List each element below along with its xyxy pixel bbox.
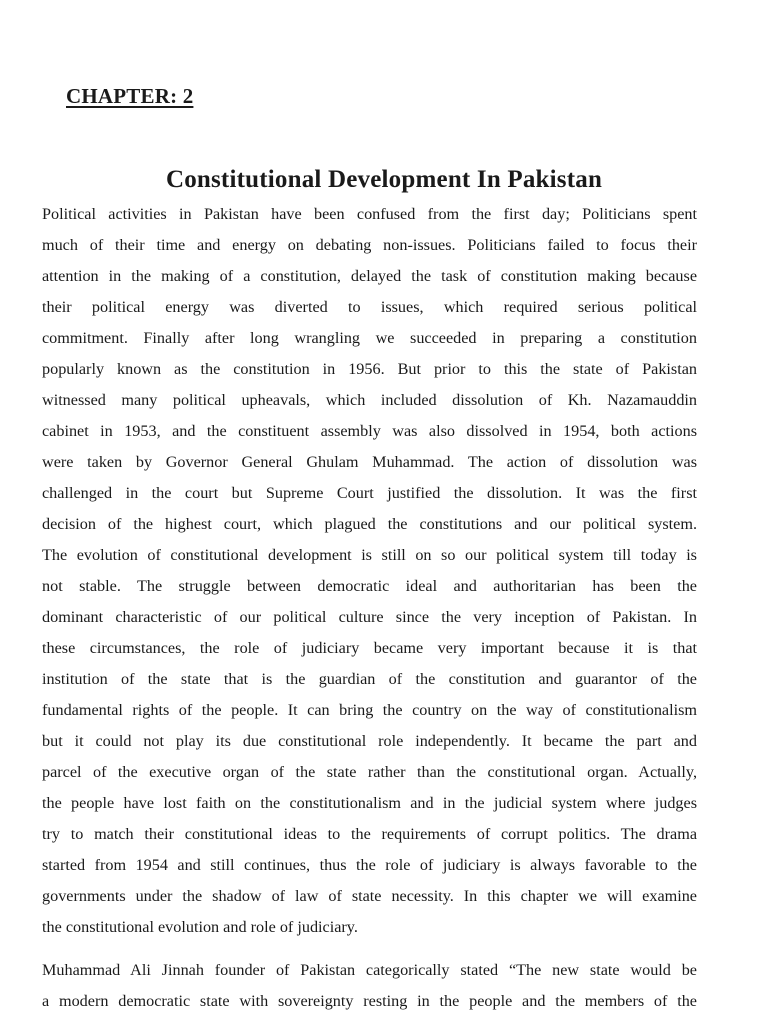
text-line: but it could not play its due constitutional role independently. It became the part and [42, 732, 697, 750]
text-line: started from 1954 and still continues, thus the role of judiciary is always favorable to the [42, 856, 697, 874]
text-line: parcel of the executive organ of the state rather than the constitutional organ. Actually, [42, 763, 697, 781]
text-line: dominant characteristic of our political culture since the very inception of Pakistan. In [42, 608, 697, 626]
paragraph-2 [42, 955, 697, 1017]
text-line: try to match their constitutional ideas to the requirements of corrupt politics. The drama [42, 825, 697, 843]
chapter-heading: CHAPTER: 2 [66, 84, 194, 108]
text-line: governments under the shadow of law of state necessity. In this chapter we will examine [42, 887, 697, 905]
document-title: Constitutional Development In Pakistan [165, 166, 603, 193]
text-line: Muhammad Ali Jinnah founder of Pakistan categorically stated “The new state would be [42, 961, 697, 979]
text-line: fundamental rights of the people. It can bring the country on the way of constitutionalism [42, 701, 697, 719]
text-line: institution of the state that is the guardian of the constitution and guarantor of the [42, 670, 697, 688]
text-line: the people have lost faith on the constitutionalism and in the judicial system where judges [42, 794, 697, 812]
text-line: popularly known as the constitution in 1956. But prior to this the state of Pakistan [42, 360, 697, 378]
text-line: their political energy was diverted to issues, which required serious political [42, 298, 697, 316]
text-line: a modern democratic state with sovereignty resting in the people and the members of the [42, 992, 697, 1010]
paragraph-1 [42, 199, 697, 943]
text-line: were taken by Governor General Ghulam Muhammad. The action of dissolution was [42, 453, 697, 471]
text-line: the constitutional evolution and role of judiciary. [42, 918, 358, 936]
text-line: The evolution of constitutional development is still on so our political system till today is [42, 546, 697, 564]
text-line: witnessed many political upheavals, which included dissolution of Kh. Nazamauddin [42, 391, 697, 409]
text-line: these circumstances, the role of judiciary became very important because it is that [42, 639, 697, 657]
text-line: attention in the making of a constitution, delayed the task of constitution making because [42, 267, 697, 285]
text-line: Political activities in Pakistan have been confused from the first day; Politicians spent [42, 205, 697, 223]
text-line: decision of the highest court, which plagued the constitutions and our political system. [42, 515, 697, 533]
text-line: challenged in the court but Supreme Court justified the dissolution. It was the first [42, 484, 697, 502]
text-line: not stable. The struggle between democratic ideal and authoritarian has been the [42, 577, 697, 595]
text-line: much of their time and energy on debating non-issues. Politicians failed to focus their [42, 236, 697, 254]
text-line: commitment. Finally after long wrangling we succeeded in preparing a constitution [42, 329, 697, 347]
text-line: cabinet in 1953, and the constituent assembly was also dissolved in 1954, both actions [42, 422, 697, 440]
